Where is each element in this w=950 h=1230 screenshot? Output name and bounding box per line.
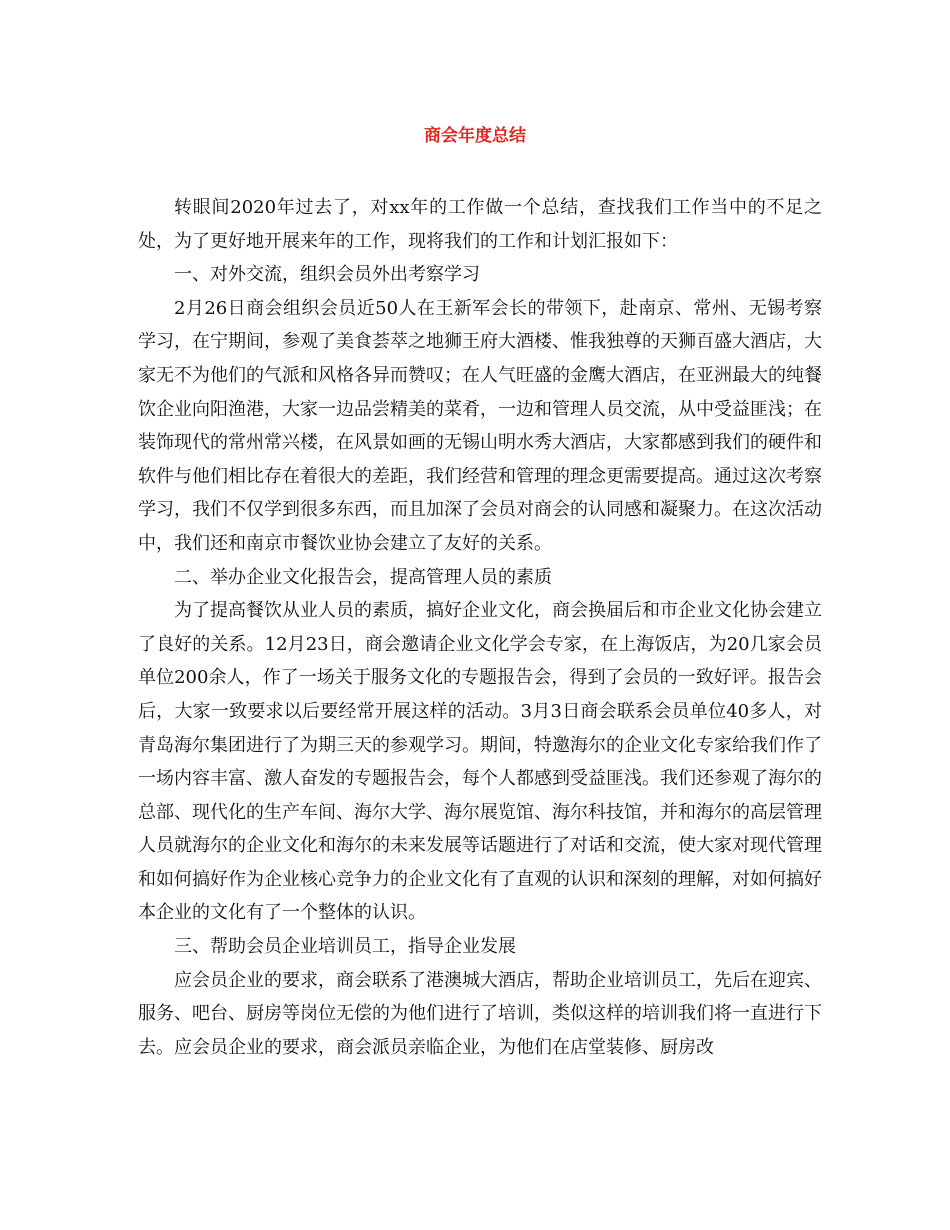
section-heading-1: 一、对外交流，组织会员外出考察学习 [174, 264, 480, 286]
document-title: 商会年度总结 [424, 126, 526, 146]
intro-paragraph: 转眼间2020年过去了，对xx年的工作做一个总结，查找我们工作当中的不足之处，为了更好地开展来年的工作，现将我们的工作和计划汇报如下： [138, 197, 822, 252]
document-body [138, 191, 822, 1064]
section-2-paragraph: 为了提高餐饮从业人员的素质，搞好企业文化，商会换届后和市企业文化协会建立了良好的关系。12月23日，商会邀请企业文化学会专家，在上海饭店，为20几家会员单位200余人，作了一场关于服务文化的专题报告会，得到了会员的一致好评。报告会后，大家一致要求以后要经常开展这样的活动。3月3日商会联系会员单位40多人，对青岛海尔集团进行了为期三天的参观学习。期间，特邀海尔的企业文化专家给我们作了一场内容丰富、激人奋发的专题报告会，每个人都感到受益匪浅。我们还参观了海尔的总部、现代化的生产车间、海尔大学、海尔展览馆、海尔科技馆，并和海尔的高层管理人员就海尔的企业文化和海尔的未来发展等话题进行了对话和交流，使大家对现代管理和如何搞好作为企业核心竞争力的企业文化有了直观的认识和深刻的理解，对如何搞好本企业的文化有了一个整体的认识。 [138, 600, 822, 924]
section-heading-2: 二、举办企业文化报告会，提高管理人员的素质 [174, 566, 552, 588]
section-1-paragraph: 2月26日商会组织会员近50人在王新军会长的带领下，赴南京、常州、无锡考察学习，在宁期间，参观了美食荟萃之地狮王府大酒楼、惟我独尊的天狮百盛大酒店，大家无不为他们的气派和风格各异而赞叹；在人气旺盛的金鹰大酒店，在亚洲最大的纯餐饮企业向阳渔港，大家一边品尝精美的菜肴，一边和管理人员交流，从中受益匪浅；在装饰现代的常州常兴楼，在风景如画的无锡山明水秀大酒店，大家都感到我们的硬件和软件与他们相比存在着很大的差距，我们经营和管理的理念更需要提高。通过这次考察学习，我们不仅学到很多东西，而且加深了会员对商会的认同感和凝聚力。在这次活动中，我们还和南京市餐饮业协会建立了友好的关系。 [138, 297, 822, 554]
section-3-paragraph: 应会员企业的要求，商会联系了港澳城大酒店，帮助企业培训员工，先后在迎宾、服务、吧台、厨房等岗位无偿的为他们进行了培训，类似这样的培训我们将一直进行下去。应会员企业的要求，商会派员亲临企业，为他们在店堂装修、厨房改 [138, 969, 822, 1058]
section-heading-3: 三、帮助会员企业培训员工，指导企业发展 [174, 936, 516, 958]
